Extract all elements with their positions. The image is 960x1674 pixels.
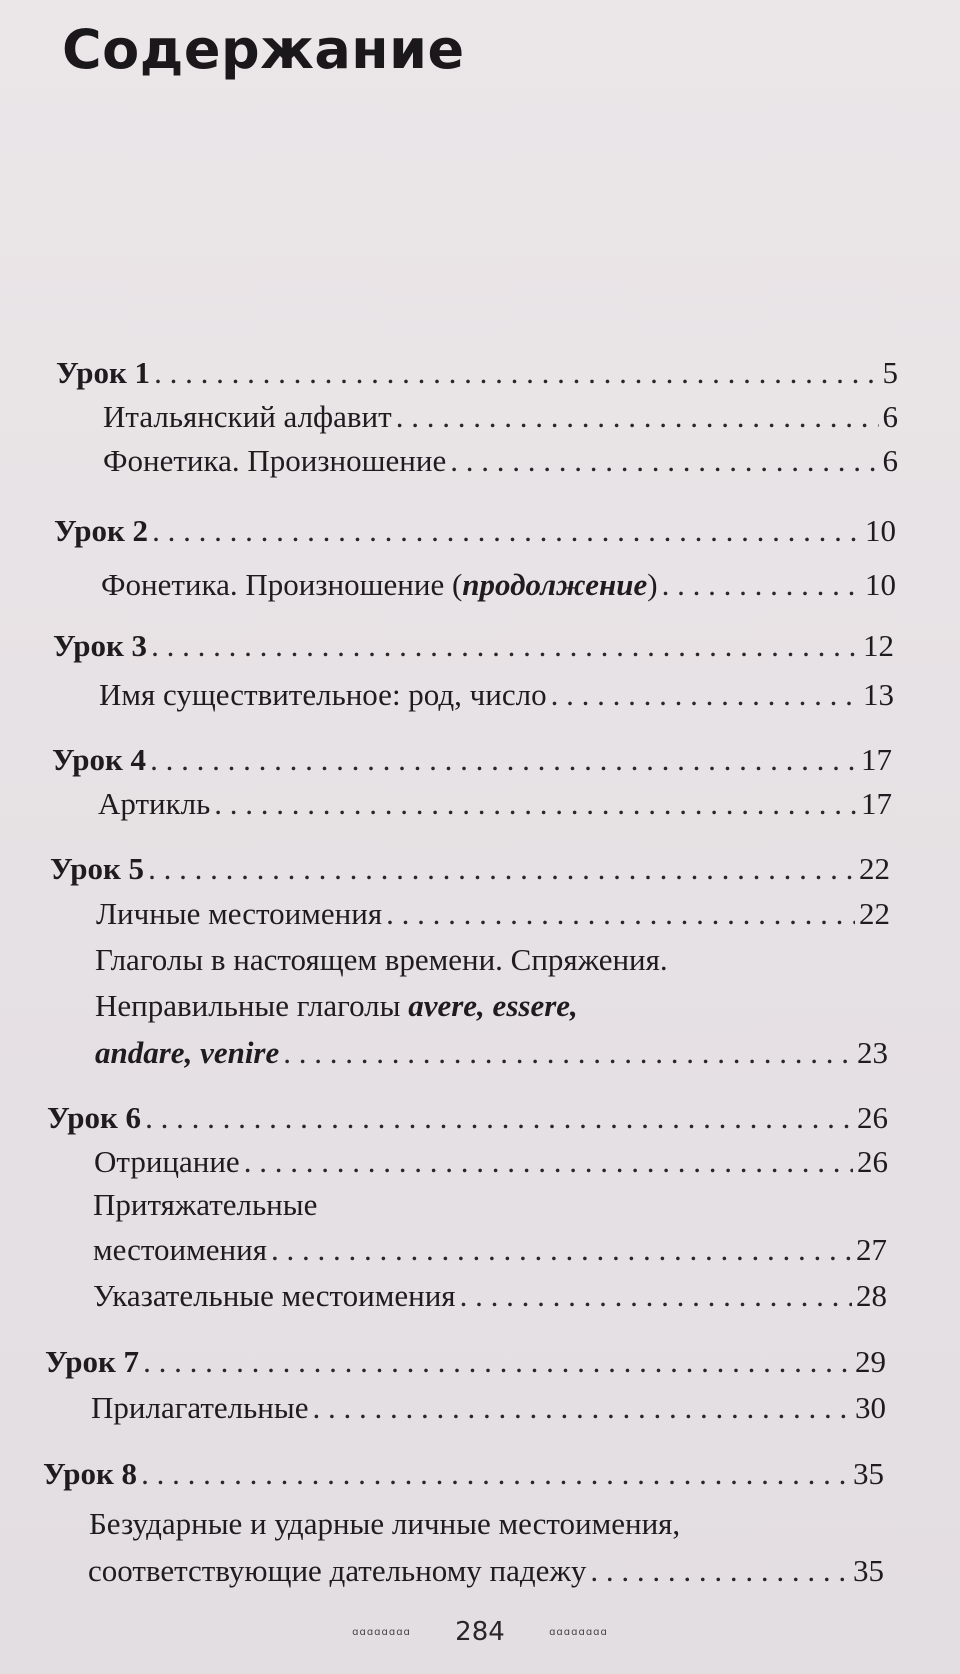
- toc-entry: [98, 786, 892, 822]
- toc-page-number: 17: [861, 786, 892, 821]
- leader-dots: [386, 896, 855, 932]
- toc-page-number: 26: [857, 1100, 888, 1135]
- toc-lesson-7: [45, 1344, 886, 1380]
- toc-entry: [93, 1278, 887, 1314]
- toc-page-number: 5: [882, 355, 898, 390]
- italic-note: продолжение: [462, 567, 648, 602]
- page-title: Содержание: [62, 18, 465, 81]
- toc-entry-label: Имя существительное: род, число: [99, 677, 547, 712]
- leader-dots: [450, 443, 878, 479]
- leader-dots: [143, 1344, 851, 1380]
- ornament-right: ɑɑɑɑɑɑɑɑ: [549, 1627, 608, 1638]
- toc-lesson-5: [50, 851, 890, 887]
- toc-page-number: 27: [856, 1232, 887, 1267]
- toc-entry: [88, 1553, 884, 1589]
- toc-page-number: 30: [855, 1390, 886, 1425]
- toc-lesson-1: [56, 355, 898, 391]
- leader-dots: [460, 1278, 852, 1314]
- toc-entry-label: Указательные местоимения: [93, 1278, 456, 1313]
- leader-dots: [271, 1232, 852, 1268]
- toc-entry: [94, 1144, 888, 1180]
- toc-entry-label: Урок 8: [43, 1456, 138, 1491]
- toc-page-number: 12: [863, 628, 894, 663]
- leader-dots: [312, 1390, 851, 1426]
- leader-dots: [590, 1553, 849, 1589]
- toc-page-number: 35: [853, 1553, 884, 1588]
- toc-lesson-6: [47, 1100, 888, 1136]
- toc-entry-label: Урок 1: [56, 355, 151, 390]
- italian-verbs: avere, essere,: [408, 988, 578, 1023]
- toc-entry: [95, 1035, 888, 1071]
- leader-dots: [141, 1456, 849, 1492]
- leader-dots: [148, 851, 855, 887]
- toc-entry-label: Фонетика. Произношение: [103, 443, 447, 478]
- toc-page-number: 29: [855, 1344, 886, 1379]
- toc-entry-label: Урок 4: [52, 742, 147, 777]
- toc-entry-label: Урок 6: [47, 1100, 142, 1135]
- ornament-left: ɑɑɑɑɑɑɑɑ: [352, 1627, 411, 1638]
- toc-lesson-3: [53, 628, 894, 664]
- toc-entry-label: Итальянский алфавит: [103, 399, 392, 434]
- toc-entry-label: Урок 3: [53, 628, 148, 663]
- toc-entry-label: Урок 7: [45, 1344, 140, 1379]
- toc-entry-line: Притяжательные: [93, 1187, 318, 1222]
- toc-entry-label: Прилагательные: [91, 1390, 309, 1425]
- leader-dots: [551, 677, 859, 713]
- toc-page-number: 26: [857, 1144, 888, 1179]
- toc-entry-label: Фонетика. Произношение (продолжение): [101, 567, 658, 602]
- toc-page-number: 22: [859, 896, 890, 931]
- toc-entry: [91, 1390, 886, 1426]
- toc-page-number: 35: [853, 1456, 884, 1491]
- leader-dots: [151, 628, 859, 664]
- toc-page-number: 23: [857, 1035, 888, 1070]
- toc-entry-label: местоимения: [93, 1232, 267, 1267]
- toc-entry: [96, 896, 890, 932]
- leader-dots: [154, 355, 878, 391]
- toc-entry-label: Урок 5: [50, 851, 145, 886]
- toc-entry: [99, 677, 894, 713]
- toc-entry-label: Личные местоимения: [96, 896, 383, 931]
- toc-page-number: 10: [865, 513, 896, 548]
- toc-page-number: 22: [859, 851, 890, 886]
- page-number: 284: [455, 1617, 505, 1647]
- toc-entry-label: andare, venire: [95, 1035, 280, 1070]
- toc-lesson-2: [54, 513, 896, 549]
- toc-entry-line: Неправильные глаголы avere, essere,: [95, 988, 578, 1023]
- toc-entry-line: Глаголы в настоящем времени. Спряжения.: [95, 942, 668, 977]
- leader-dots: [214, 786, 857, 822]
- leader-dots: [152, 513, 861, 549]
- leader-dots: [396, 399, 879, 435]
- toc-entry-label: Отрицание: [94, 1144, 240, 1179]
- toc-page-number: 10: [865, 567, 896, 602]
- toc-page-number: 13: [863, 677, 894, 712]
- toc-lesson-4: [52, 742, 892, 778]
- page-footer: [0, 1617, 960, 1647]
- toc-entry: [103, 399, 898, 435]
- toc-page-number: 28: [856, 1278, 887, 1313]
- toc-entry: [103, 443, 898, 479]
- toc-entry-label: Артикль: [98, 786, 211, 821]
- leader-dots: [150, 742, 857, 778]
- toc-entry-label: соответствующие дательному падежу: [88, 1553, 587, 1588]
- toc-page-number: 17: [861, 742, 892, 777]
- toc-entry: [93, 1232, 887, 1268]
- leader-dots: [145, 1100, 853, 1136]
- toc-entry: [101, 567, 896, 603]
- leader-dots: [283, 1035, 853, 1071]
- toc-lesson-8: [43, 1456, 884, 1492]
- toc-page-number: 6: [882, 399, 898, 434]
- toc-page-number: 6: [882, 443, 898, 478]
- leader-dots: [244, 1144, 853, 1180]
- toc-entry-line: Безударные и ударные личные местоимения,: [89, 1506, 681, 1541]
- toc-entry-label: Урок 2: [54, 513, 149, 548]
- leader-dots: [662, 567, 861, 603]
